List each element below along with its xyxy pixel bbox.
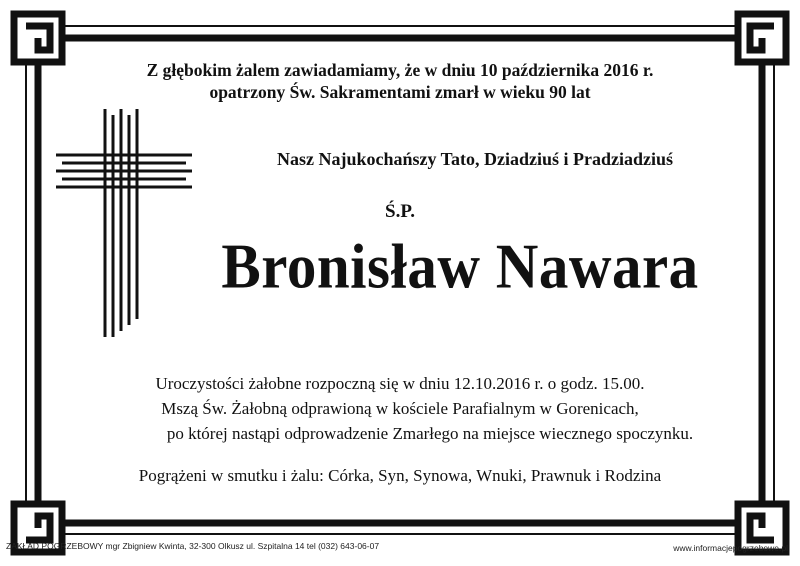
family-line: Pogrążeni w smutku i żalu: Córka, Syn, Synowa, Wnuki, Prawnuk i Rodzina: [138, 466, 662, 485]
website-link[interactable]: www.informacjepogrzebowe.pl: [673, 543, 788, 553]
funeral-home-info: ZAKŁAD POGRZEBOWY mgr Zbigniew Kwinta, 32-300 Olkusz ul. Szpitalna 14 tel (032) 643-06-07: [6, 541, 380, 551]
ceremony-line-1: Uroczystości żałobne rozpoczną się w dniu 12.10.2016 r. o godz. 15.00.: [155, 374, 645, 393]
intro-line-1: Z głębokim żalem zawiadamiamy, że w dniu 10 października 2016 r.: [146, 60, 654, 80]
relation-line: Nasz Najukochańszy Tato, Dziadziuś i Pradziadziuś: [276, 149, 674, 169]
ceremony-line-2: Mszą Św. Żałobną odprawioną w kościele Parafialnym w Gorenicach,: [161, 399, 639, 418]
ceremony-line-3: po której nastąpi odprowadzenie Zmarłego na miejsce wiecznego spoczynku.: [166, 424, 694, 443]
deceased-name: Bronisław Nawara: [221, 230, 699, 302]
intro-line-2: opatrzony Św. Sakramentami zmarł w wieku 90 lat: [209, 82, 591, 102]
sp-prefix: Ś.P.: [385, 201, 415, 222]
